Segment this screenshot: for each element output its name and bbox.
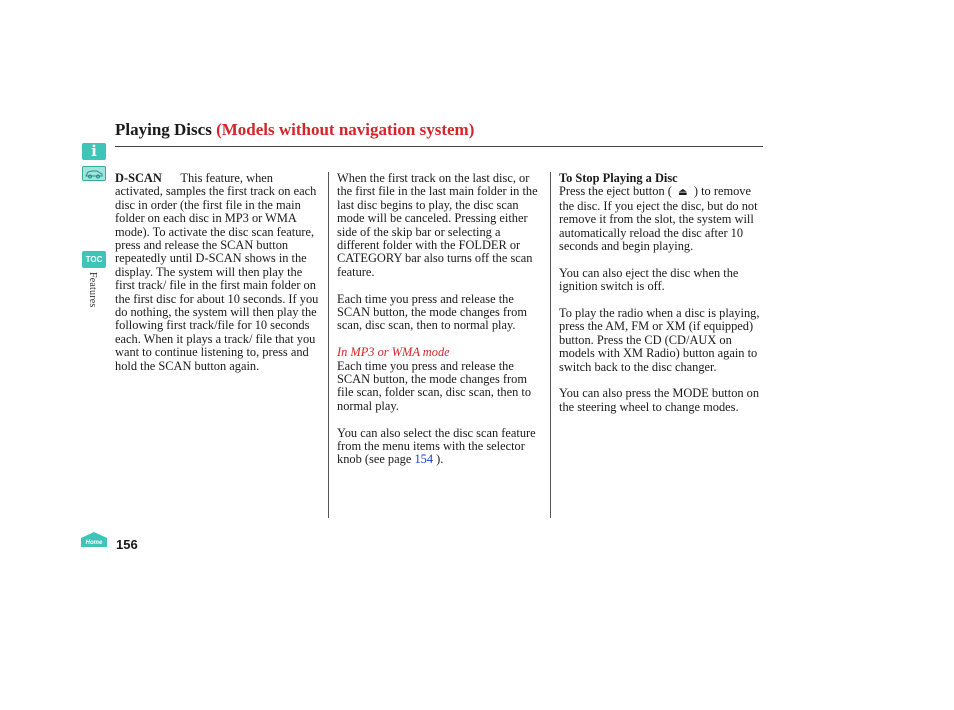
eject-icon: ⏏ bbox=[678, 187, 688, 199]
car-outline-icon bbox=[83, 167, 105, 180]
stop-heading: To Stop Playing a Disc bbox=[559, 171, 678, 185]
mode-paragraph: You can also press the MODE button on the steering wheel to change modes. bbox=[559, 386, 760, 414]
mp3-mode-paragraph: Each time you press and release the SCAN button, the mode changes from file scan, folder scan, disc scan, then to normal play. bbox=[337, 358, 532, 413]
menu-scan-paragraph bbox=[337, 427, 545, 467]
title-rule bbox=[115, 146, 763, 147]
page-number: 156 bbox=[116, 537, 138, 552]
dscan-paragraph bbox=[115, 172, 320, 373]
section-label: Features bbox=[87, 272, 98, 308]
title-main: Playing Discs bbox=[115, 120, 212, 139]
page-title bbox=[115, 120, 474, 140]
dscan-text: This feature, when activated, samples the first track on each disc in order (the first file in the main folder on each disc in MP3 or WMA mode). To activate the disc scan feature, press and release the SCAN button repeatedly until D-SCAN shows in the display. The system will then play the first track/ file in the first main folder on the first disc for about 10 seconds. If you do nothing, the system will then play the following first track/file for 10 seconds each. When it plays a track/ file that you want to continue listening to, press and hold the SCAN button again. bbox=[115, 171, 319, 373]
home-icon bbox=[80, 531, 108, 548]
mp3-section bbox=[337, 346, 545, 413]
eject-paragraph bbox=[559, 185, 765, 253]
column-divider bbox=[550, 172, 551, 518]
menu-scan-text: You can also select the disc scan feature from the menu items with the selector knob (see page bbox=[337, 425, 536, 467]
menu-scan-end: ). bbox=[436, 452, 444, 467]
page-link[interactable]: 154 bbox=[414, 452, 434, 467]
info-icon[interactable]: i bbox=[82, 143, 106, 160]
column-2 bbox=[337, 172, 545, 480]
column-1 bbox=[115, 172, 320, 386]
eject-text-start: Press the eject button ( bbox=[559, 184, 672, 199]
home-label: Home bbox=[85, 540, 103, 546]
title-subtitle: (Models without navigation system) bbox=[216, 120, 475, 139]
toc-button[interactable]: TOC bbox=[82, 251, 106, 268]
eject-text-end: ) to remove the disc. If you eject the disc, but do not remove it from the slot, the system will automatically reload the disc after 10 seconds and begin playing. bbox=[559, 184, 758, 254]
car-icon[interactable] bbox=[82, 166, 106, 181]
column-3 bbox=[559, 172, 765, 428]
scan-mode-paragraph: Each time you press and release the SCAN button, the mode changes from scan, disc scan, then to normal play. bbox=[337, 291, 527, 333]
scan-cancel-paragraph: When the first track on the last disc, or the first file in the last main folder in the last disc begins to play, the disc scan mode will be canceled. Pressing either side of the skip bar or selecting a different folder with the FOLDER or CATEGORY bar also turns off the scan feature. bbox=[337, 171, 538, 279]
dscan-heading: D-SCAN bbox=[115, 171, 162, 185]
column-divider bbox=[328, 172, 329, 518]
ignition-paragraph: You can also eject the disc when the ignition switch is off. bbox=[559, 265, 739, 294]
radio-paragraph: To play the radio when a disc is playing, press the AM, FM or XM (if equipped) button. Press the CD (CD/AUX on models with XM Radio) button again to switch back to the disc changer. bbox=[559, 306, 760, 374]
home-button[interactable] bbox=[80, 531, 108, 548]
mp3-heading: In MP3 or WMA mode bbox=[337, 345, 450, 360]
